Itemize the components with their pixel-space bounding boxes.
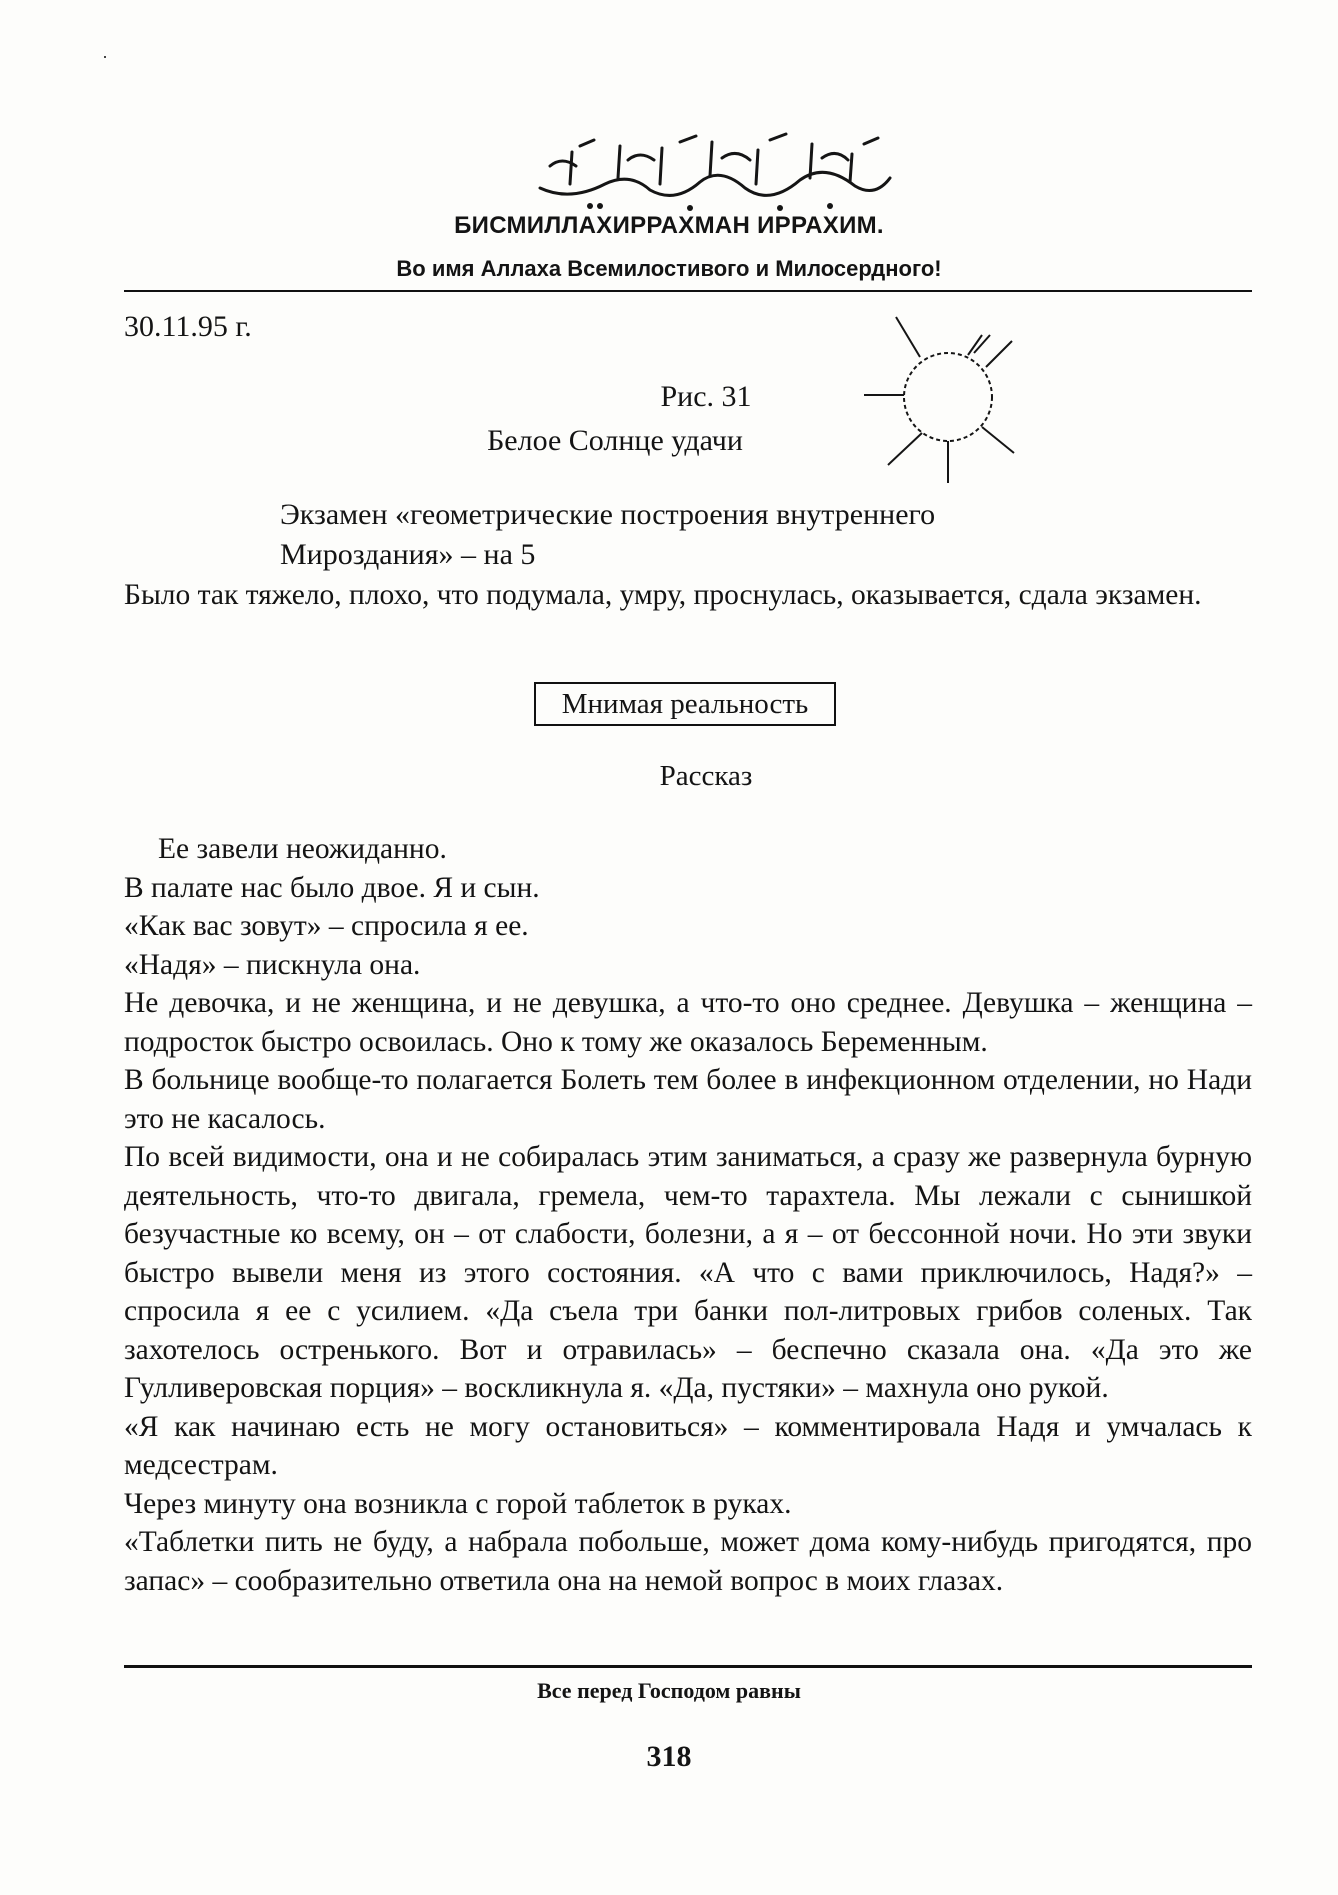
exam-line-2: Мироздания» – на 5	[280, 538, 536, 571]
paragraph: «Как вас зовут» – спросила я ее.	[124, 910, 529, 942]
bismillah-calligraphy-icon	[510, 118, 910, 218]
exam-line-1: Экзамен «геометрические построения внутреннего	[280, 498, 936, 531]
paragraph: «Таблетки пить не буду, а набрала побольше, может дома кому-нибудь пригодятся, про запас» – сообразительно ответила она на немой вопрос в моих глазах.	[124, 1526, 1252, 1597]
footer-motto: Все перед Господом равны	[537, 1678, 801, 1703]
header-divider	[124, 290, 1252, 292]
paragraph: В палате нас было двое. Я и сын.	[124, 871, 540, 904]
story-body	[124, 830, 1252, 1600]
header-title: БИСМИЛЛАХИРРАХМАН ИРРАХИМ.	[454, 212, 884, 239]
paragraph: Было так тяжело, плохо, что подумала, умру, проснулась, оказывается, сдала экзамен.	[124, 579, 1202, 611]
page-number: 318	[646, 1740, 692, 1773]
figure-caption: Белое Солнце удачи	[487, 424, 743, 457]
entry-date: 30.11.95 г.	[124, 310, 252, 343]
story-title-box: Мнимая реальность	[534, 682, 836, 726]
paragraph: В больнице вообще-то полагается Болеть тем более в инфекционном отделении, но Нади это не касалось.	[124, 1064, 1252, 1135]
scan-speck	[104, 56, 106, 58]
paragraph: Через минуту она возникла с горой таблеток в руках.	[124, 1487, 792, 1520]
story-label: Рассказ	[659, 760, 753, 792]
figure-number: Рис. 31	[660, 380, 752, 413]
paragraph: «Я как начинаю есть не могу остановиться» – комментировала Надя и умчалась к медсестрам.	[124, 1410, 1252, 1481]
paragraph: «Надя» – пискнула она.	[124, 948, 421, 981]
footer-divider	[124, 1665, 1252, 1668]
paragraph: По всей видимости, она и не собиралась этим заниматься, а сразу же развернула бурную деятельность, что-то двигала, гремела, чем-то тарахтела. Мы лежали с сынишкой безучастные ко всему, он – от слабости, болезни, а я – от бессонной ночи. Но эти звуки быстро вывели меня из этого состояния. «А что с вами приключилось, Надя?» – спросила я ее с усилием. «Да съела три банки пол-литровых грибов соленых. Так захотелось остренького. Вот и отравилась» – беспечно сказала она. «Да это же Гулливеровская порция» – воскликнула я. «Да, пустяки» – махнула оно рукой.	[124, 1141, 1252, 1404]
paragraph: Ее завели неожиданно.	[158, 833, 447, 865]
header-subtitle: Во имя Аллаха Всемилостивого и Милосердного!	[396, 256, 942, 281]
intro-paragraph	[124, 576, 1252, 615]
paragraph: Не девочка, и не женщина, и не девушка, а что-то оно среднее. Девушка – женщина – подросток быстро освоилась. Оно к тому же оказалось Беременным.	[124, 987, 1252, 1058]
